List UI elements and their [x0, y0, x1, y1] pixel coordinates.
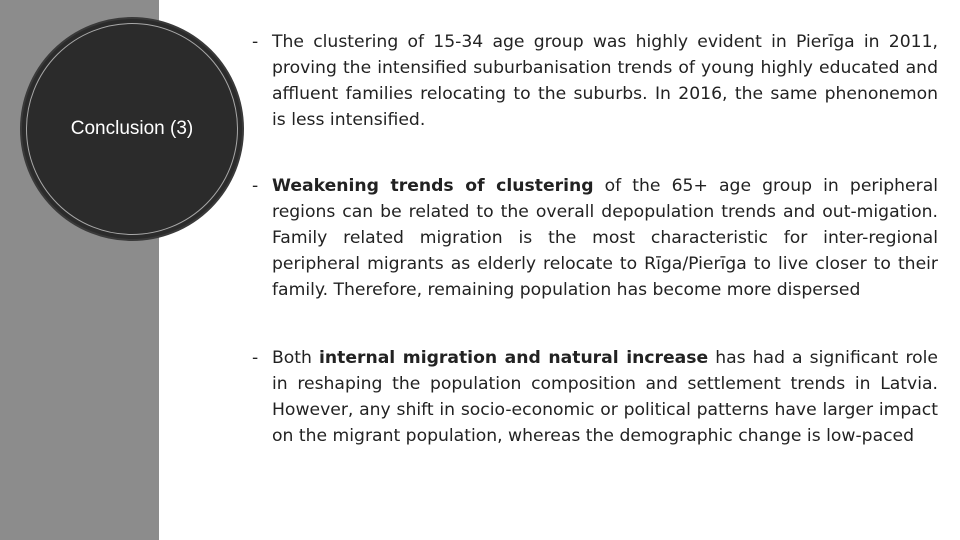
slide-title: Conclusion (3)	[70, 118, 194, 139]
bullet-item	[252, 345, 938, 449]
bullet-emphasis: Weakening trends of clustering	[272, 176, 594, 196]
bullet-marker: -	[252, 348, 259, 368]
bullet-text: of the 65+ age group in peripheral regions can be related to the overall depopulation trends and out-migation. Family related migration is the most characteristic for inter-regional peripheral migrants as elderly relocate to Rīga/Pierīga to live closer to their family. Therefore, remaining population has become more dispersed	[272, 176, 939, 300]
bullet-text: The clustering of 15-34 age group was highly evident in Pierīga in 2011, proving the intensified suburbanisation trends of young highly educated and affluent families relocating to the suburbs. In 2016, the same phenonemon is less intensified.	[272, 32, 938, 130]
bullet-item	[252, 29, 938, 133]
bullet-text: has had a significant role in reshaping the population composition and settlement trends in Latvia. However, any shift in socio-economic or political patterns have larger impact on the migrant population, whereas the demographic change is low-paced	[272, 348, 939, 446]
bullet-item	[252, 173, 938, 303]
bullet-emphasis: internal migration and natural increase	[319, 348, 709, 368]
bullet-marker: -	[252, 32, 259, 52]
bullet-text: Both	[272, 348, 319, 368]
bullet-marker: -	[252, 176, 259, 196]
bullet-list	[252, 29, 938, 449]
